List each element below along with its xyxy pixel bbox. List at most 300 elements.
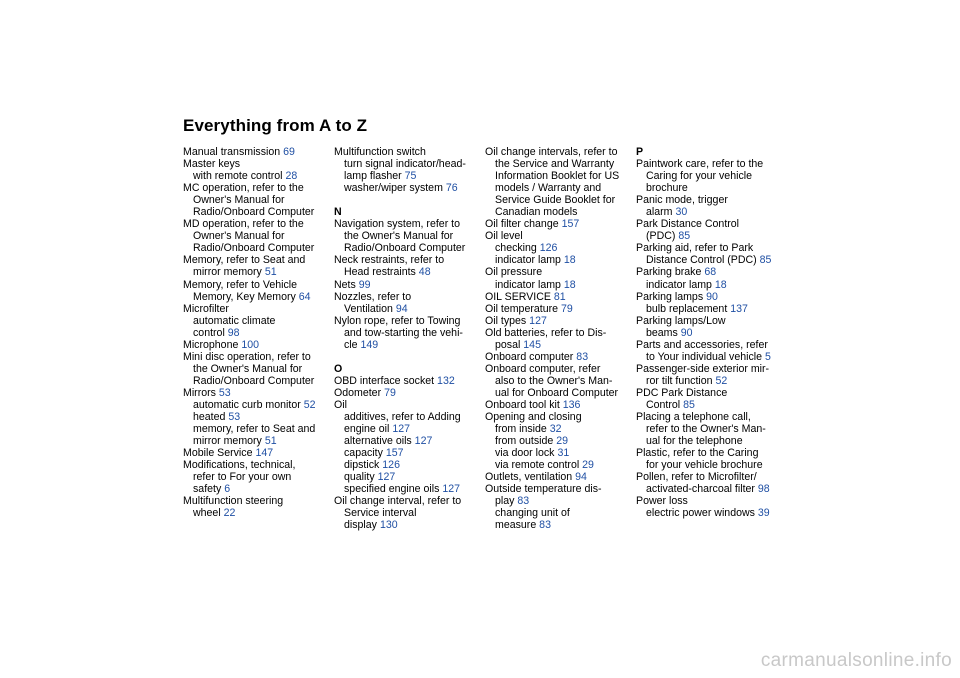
entry-text: Navigation system, refer to (334, 218, 460, 231)
entry-text: via remote control (495, 459, 580, 472)
index-subentry (485, 435, 635, 447)
entry-text: mirror memory (193, 435, 262, 448)
entry-text: Oil (334, 398, 347, 411)
page-reference-link[interactable]: 127 (529, 314, 547, 327)
entry-text: also to the Owner's Man- (495, 374, 613, 387)
index-subentry (334, 459, 484, 471)
index-subentry (485, 447, 635, 459)
entry-text: heated (193, 411, 226, 424)
page-reference-link[interactable]: 99 (358, 278, 371, 291)
entry-text: from outside (495, 435, 554, 448)
page-reference-link[interactable]: 64 (298, 290, 311, 303)
entry-text: capacity (344, 447, 383, 460)
index-entry (636, 242, 786, 254)
entry-text: Multifunction switch (334, 146, 426, 158)
index-subentry (334, 411, 484, 423)
index-subentry (636, 435, 786, 447)
index-subentry (636, 399, 786, 411)
index-subentry (183, 363, 333, 375)
index-subentry (334, 303, 484, 315)
index-subentry (183, 435, 333, 447)
index-subentry (636, 351, 786, 363)
entry-text: Oil temperature (485, 302, 559, 315)
page-reference-link[interactable]: 29 (582, 459, 594, 472)
index-subentry (636, 483, 786, 495)
index-subentry (183, 399, 333, 411)
page-reference-link[interactable]: 127 (377, 471, 396, 484)
index-entry (183, 387, 333, 399)
index-subentry (485, 519, 635, 531)
entry-text: bulb replacement (646, 302, 728, 315)
index-subentry (183, 230, 333, 242)
index-subentry (636, 327, 786, 339)
index-subentry (485, 206, 635, 218)
entry-text: measure (495, 519, 537, 532)
page-reference-link[interactable]: 157 (561, 218, 580, 231)
entry-text: Oil level (485, 230, 523, 243)
entry-text: the Owner's Manual for (344, 230, 454, 243)
index-entry (636, 194, 786, 206)
index-entry (334, 254, 484, 266)
index-column-4 (636, 146, 786, 519)
index-subentry (334, 471, 484, 483)
index-subentry (636, 206, 786, 218)
entry-text: Neck restraints, refer to (334, 254, 445, 267)
index-subentry (636, 459, 786, 471)
entry-text: OBD interface socket (334, 374, 435, 387)
entry-text: PDC Park Distance (636, 386, 728, 399)
entry-text: Paintwork care, refer to the (636, 158, 764, 171)
page-reference-link[interactable]: 75 (404, 170, 417, 183)
index-entry (636, 411, 786, 423)
index-entry (636, 339, 786, 351)
entry-text: Service Guide Booklet for (495, 194, 616, 207)
entry-text: OIL SERVICE (485, 290, 551, 303)
entry-text: ual for the telephone (646, 435, 743, 448)
page-reference-link[interactable]: 127 (414, 435, 433, 448)
page-reference-link[interactable]: 145 (523, 338, 541, 351)
entry-text: Mini disc operation, refer to (183, 350, 311, 363)
entry-text: lamp flasher (344, 170, 402, 183)
entry-text: quality (344, 471, 375, 484)
index-subentry (334, 158, 484, 170)
entry-text: indicator lamp (646, 278, 712, 291)
page-reference-link[interactable]: 32 (549, 423, 562, 436)
index-entry (334, 315, 484, 327)
entry-text: Radio/Onboard Computer (193, 206, 315, 219)
index-entry (183, 339, 333, 351)
entry-text: Canadian models (495, 206, 578, 219)
entry-text: brochure (646, 182, 688, 195)
index-subentry (334, 483, 484, 495)
entry-text: Power loss (636, 495, 688, 508)
index-subentry (636, 182, 786, 194)
entry-text: wheel (193, 507, 221, 520)
entry-text: Outlets, ventilation (485, 471, 573, 484)
entry-text: Memory, refer to Vehicle (183, 278, 298, 291)
index-column-2 (334, 146, 484, 532)
page-reference-link[interactable]: 94 (575, 471, 587, 484)
index-entry (183, 218, 333, 230)
index-subentry (636, 254, 786, 266)
page-reference-link[interactable]: 83 (576, 350, 589, 363)
index-subentry (334, 447, 484, 459)
page-reference-link[interactable]: 83 (517, 495, 530, 508)
page-reference-link[interactable]: 39 (757, 507, 770, 520)
page-reference-link[interactable]: 90 (706, 290, 718, 303)
page-reference-link[interactable]: 98 (227, 326, 240, 339)
index-subentry (334, 242, 484, 254)
index-subentry (485, 375, 635, 387)
index-subentry (485, 423, 635, 435)
index-subentry (183, 471, 333, 483)
entry-text: Memory, Key Memory (193, 290, 296, 303)
index-subentry (334, 266, 484, 278)
entry-text: play (495, 495, 515, 508)
index-subentry (485, 495, 635, 507)
index-entry (183, 447, 333, 459)
index-entry (183, 351, 333, 363)
page-reference-link[interactable]: 85 (678, 230, 691, 243)
entry-text: Outside temperature dis- (485, 483, 602, 496)
index-entry (485, 411, 635, 423)
entry-text: Plastic, refer to the Caring (636, 447, 759, 460)
page-reference-link[interactable]: 136 (562, 398, 581, 411)
entry-text: refer to For your own (193, 471, 292, 484)
index-entry (636, 495, 786, 507)
page-title: Everything from A to Z (183, 116, 368, 135)
index-entry (636, 315, 786, 327)
index-subentry (334, 327, 484, 339)
index-subentry (485, 170, 635, 182)
index-entry (183, 182, 333, 194)
index-entry (636, 266, 786, 278)
index-subentry (334, 339, 484, 351)
entry-text: safety (193, 483, 222, 496)
index-subentry (636, 507, 786, 519)
entry-text: the Owner's Manual for (193, 362, 303, 375)
page-reference-link[interactable]: 68 (704, 266, 717, 279)
page-reference-link[interactable]: 30 (675, 206, 688, 219)
entry-text: specified engine oils (344, 483, 440, 496)
entry-text: Modifications, technical, (183, 459, 296, 472)
index-entry (334, 375, 484, 387)
entry-text: Owner's Manual for (193, 194, 285, 207)
page-reference-link[interactable]: 53 (228, 411, 241, 424)
entry-text: Parking lamps (636, 290, 704, 303)
entry-text: Old batteries, refer to Dis- (485, 326, 607, 339)
index-subentry (636, 375, 786, 387)
index-entry (485, 363, 635, 375)
page-reference-link[interactable]: 5 (764, 350, 771, 363)
entry-text: changing unit of (495, 507, 570, 520)
index-entry (636, 387, 786, 399)
entry-text: Nets (334, 278, 356, 291)
entry-text: Microfilter (183, 302, 229, 315)
entry-text: Parts and accessories, refer (636, 338, 768, 351)
page-reference-link[interactable]: 69 (283, 146, 295, 158)
page-reference-link[interactable]: 90 (680, 326, 693, 339)
index-entry (183, 279, 333, 291)
index-entry (485, 146, 635, 158)
index-entry (334, 387, 484, 399)
page-reference-link[interactable]: 100 (241, 338, 259, 351)
page-reference-link[interactable]: 98 (757, 483, 770, 496)
entry-text: Parking lamps/Low (636, 314, 726, 327)
entry-text: memory, refer to Seat and (193, 423, 316, 436)
index-entry (485, 266, 635, 278)
index-entry (334, 399, 484, 411)
page-reference-link[interactable]: 52 (715, 374, 728, 387)
page-reference-link[interactable]: 51 (264, 435, 277, 448)
entry-text: Onboard computer, refer (485, 362, 601, 375)
index-entry (334, 279, 484, 291)
page-reference-link[interactable]: 18 (563, 254, 576, 267)
entry-text: Head restraints (344, 266, 416, 279)
index-entry (485, 399, 635, 411)
page-reference-link[interactable]: 76 (445, 182, 458, 195)
entry-text: Nozzles, refer to (334, 290, 412, 303)
index-subentry (183, 242, 333, 254)
page-reference-link[interactable]: 22 (223, 507, 236, 520)
index-entry (485, 303, 635, 315)
index-entry (334, 291, 484, 303)
index-subentry (636, 303, 786, 315)
index-column-3 (485, 146, 635, 532)
entry-text: Parking aid, refer to Park (636, 242, 754, 255)
entry-text: Oil pressure (485, 266, 543, 279)
entry-text: dipstick (344, 459, 380, 472)
entry-text: Nylon rope, refer to Towing (334, 314, 461, 327)
watermark-text: carmanualsonline.info (760, 650, 952, 671)
entry-text: beams (646, 326, 678, 339)
index-subentry (183, 327, 333, 339)
page-reference-link[interactable]: 137 (730, 302, 748, 315)
page-reference-link[interactable]: 85 (683, 398, 695, 411)
page-reference-link[interactable]: 127 (392, 423, 410, 436)
entry-text: via door lock (495, 447, 555, 460)
section-spacer (334, 351, 484, 363)
entry-text: Onboard computer (485, 350, 574, 363)
index-subentry (485, 507, 635, 519)
entry-text: turn signal indicator/head- (344, 158, 466, 171)
entry-text: alternative oils (344, 435, 412, 448)
index-subentry (334, 170, 484, 182)
entry-text: Multifunction steering (183, 495, 284, 508)
index-entry (485, 218, 635, 230)
entry-text: activated-charcoal filter (646, 483, 755, 496)
index-entry (334, 218, 484, 230)
index-subentry (183, 206, 333, 218)
index-subentry (485, 182, 635, 194)
index-subentry (334, 435, 484, 447)
entry-text: additives, refer to Adding (344, 411, 461, 424)
entry-text: Pollen, refer to Microfilter/ (636, 471, 757, 484)
page-reference-link[interactable]: 48 (418, 266, 431, 279)
page-reference-link[interactable]: 51 (264, 266, 277, 279)
index-subentry (334, 519, 484, 531)
index-entry (485, 230, 635, 242)
entry-text: control (193, 326, 225, 339)
index-entry (183, 495, 333, 507)
index-subentry (485, 279, 635, 291)
index-subentry (183, 411, 333, 423)
entry-text: Oil change interval, refer to (334, 495, 462, 508)
section-spacer (334, 194, 484, 206)
entry-text: alarm (646, 206, 673, 219)
entry-text: models / Warranty and (495, 182, 602, 195)
entry-text: automatic climate (193, 314, 276, 327)
entry-text: Panic mode, trigger (636, 194, 728, 207)
index-subentry (485, 254, 635, 266)
index-entry (636, 291, 786, 303)
entry-text: P (636, 146, 644, 158)
entry-text: Information Booklet for US (495, 170, 620, 183)
page-reference-link[interactable]: 29 (556, 435, 569, 448)
entry-text: indicator lamp (495, 278, 561, 291)
entry-text: Manual transmission (183, 146, 281, 158)
index-entry (183, 303, 333, 315)
index-subentry (485, 158, 635, 170)
entry-text: MC operation, refer to the (183, 182, 304, 195)
index-subentry (183, 266, 333, 278)
index-entry (485, 327, 635, 339)
index-subentry (183, 194, 333, 206)
entry-text: Oil change intervals, refer to (485, 146, 618, 158)
entry-text: cle (344, 338, 358, 351)
entry-text: and tow-starting the vehi- (344, 326, 463, 339)
index-subentry (334, 507, 484, 519)
entry-text: Distance Control (PDC) (646, 254, 757, 267)
entry-text: ual for Onboard Computer (495, 386, 619, 399)
index-subentry (183, 315, 333, 327)
entry-text: Owner's Manual for (193, 230, 285, 243)
index-subentry (636, 170, 786, 182)
entry-text: Park Distance Control (636, 218, 740, 231)
entry-text: Microphone (183, 338, 239, 351)
entry-text: display (344, 519, 377, 532)
page-reference-link[interactable]: 94 (395, 302, 408, 315)
index-subentry (183, 375, 333, 387)
entry-text: Oil types (485, 314, 527, 327)
entry-text: for your vehicle brochure (646, 459, 763, 472)
index-subentry (636, 423, 786, 435)
index-subentry (485, 387, 635, 399)
entry-text: N (334, 206, 342, 219)
page-reference-link[interactable]: 147 (255, 447, 274, 460)
index-entry (485, 483, 635, 495)
page-reference-link[interactable]: 6 (224, 483, 231, 496)
entry-text: Placing a telephone call, (636, 411, 751, 424)
page-reference-link[interactable]: 126 (382, 459, 400, 472)
index-entry (183, 459, 333, 471)
index-column-1 (183, 146, 333, 519)
index-entry (485, 315, 635, 327)
index-entry (636, 471, 786, 483)
entry-text: Caring for your vehicle (646, 170, 752, 183)
index-entry (485, 471, 635, 483)
entry-text: (PDC) (646, 230, 676, 243)
index-entry (636, 447, 786, 459)
entry-text: Mirrors (183, 386, 216, 399)
page-reference-link[interactable]: 79 (384, 386, 396, 399)
entry-text: from inside (495, 423, 547, 436)
page-reference-link[interactable]: 79 (560, 302, 573, 315)
page-reference-link[interactable]: 149 (360, 338, 379, 351)
entry-text: Onboard tool kit (485, 398, 560, 411)
index-subentry (183, 483, 333, 495)
page-reference-link[interactable]: 18 (714, 278, 727, 291)
entry-text: the Service and Warranty (495, 158, 615, 171)
entry-text: Parking brake (636, 266, 702, 279)
entry-text: O (334, 362, 343, 375)
entry-text: Control (646, 398, 681, 411)
entry-text: engine oil (344, 423, 390, 436)
section-letter-heading (636, 146, 786, 158)
entry-text: electric power windows (646, 507, 755, 520)
entry-text: Ventilation (344, 302, 393, 315)
entry-text: Radio/Onboard Computer (193, 242, 315, 255)
entry-text: ror tilt function (646, 374, 713, 387)
index-subentry (485, 339, 635, 351)
entry-text: to Your individual vehicle (646, 350, 763, 363)
entry-text: Service interval (344, 507, 417, 520)
entry-text: Oil filter change (485, 218, 559, 231)
page-reference-link[interactable]: 31 (557, 447, 570, 460)
page-reference-link[interactable]: 52 (303, 398, 316, 411)
page-reference-link[interactable]: 132 (437, 374, 455, 387)
page-reference-link[interactable]: 126 (539, 242, 558, 255)
index-entry (183, 158, 333, 170)
section-letter-heading (334, 363, 484, 375)
entry-text: checking (495, 242, 537, 255)
page-reference-link[interactable]: 130 (379, 519, 398, 532)
entry-text: Opening and closing (485, 411, 582, 424)
entry-text: Radio/Onboard Computer (193, 374, 315, 387)
index-subentry (334, 182, 484, 194)
entry-text: indicator lamp (495, 254, 561, 267)
index-subentry (334, 423, 484, 435)
page-reference-link[interactable]: 157 (385, 447, 404, 460)
entry-text: Mobile Service (183, 447, 253, 460)
entry-text: washer/wiper system (344, 182, 443, 195)
index-entry (636, 158, 786, 170)
index-subentry (183, 423, 333, 435)
page-reference-link[interactable]: 28 (285, 170, 298, 183)
entry-text: refer to the Owner's Man- (646, 423, 766, 436)
entry-text: with remote control (193, 170, 283, 183)
index-entry (485, 291, 635, 303)
page-reference-link[interactable]: 83 (539, 519, 551, 532)
index-subentry (636, 230, 786, 242)
entry-text: Master keys (183, 158, 241, 171)
index-subentry (183, 170, 333, 182)
index-entry (636, 363, 786, 375)
index-entry (183, 254, 333, 266)
page-reference-link[interactable]: 18 (563, 278, 576, 291)
page-reference-link[interactable]: 127 (442, 483, 461, 496)
index-subentry (485, 194, 635, 206)
entry-text: Passenger-side exterior mir- (636, 362, 770, 375)
page-reference-link[interactable]: 85 (759, 254, 772, 267)
entry-text: mirror memory (193, 266, 262, 279)
index-subentry (183, 507, 333, 519)
index-subentry (485, 242, 635, 254)
page-reference-link[interactable]: 53 (218, 386, 231, 399)
index-subentry (485, 459, 635, 471)
page-reference-link[interactable]: 81 (553, 290, 566, 303)
entry-text: Memory, refer to Seat and (183, 254, 306, 267)
